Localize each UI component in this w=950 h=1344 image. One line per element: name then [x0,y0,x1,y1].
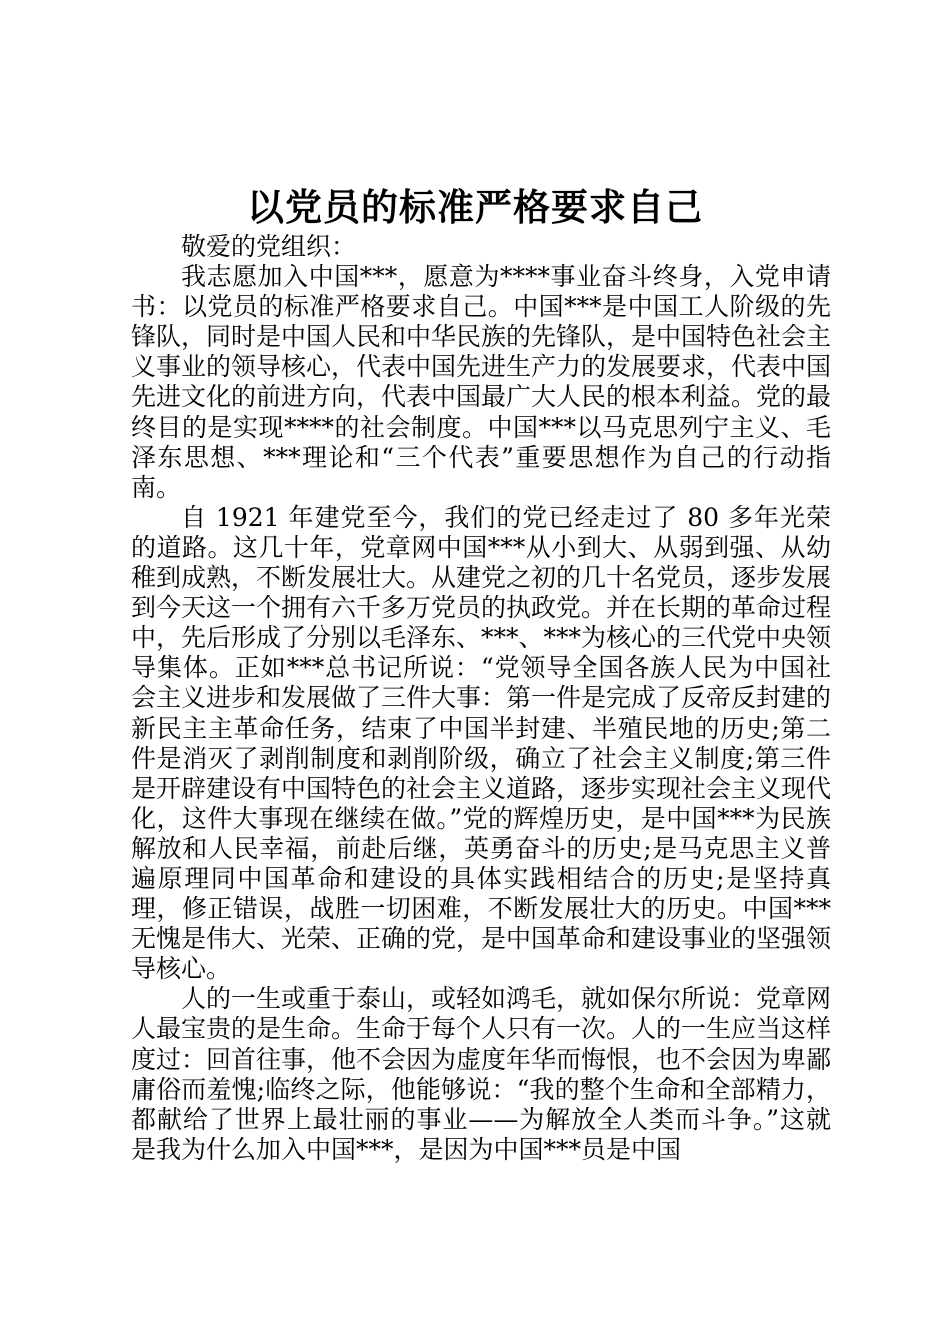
document-title: 以党员的标准严格要求自己 [247,186,703,229]
salutation: 敬爱的党组织： [181,232,357,261]
paragraph-1: 我志愿加入中国***，愿意为****事业奋斗终身，入党申请书：以党员的标准严格要求自己。中国***是中国工人阶级的先锋队，同时是中国人民和中华民族的先锋队，是中国特色社会主义事业的领导核心，代表中国先进生产力的发展要求，代表中国先进文化的前进方向，代表中国最广大人民的根本利益。党的最终目的是实现****的社会制度。中国***以马克思列宁主义、毛泽东思想、***理论和“三个代表”重要思想作为自己的行动指南。 [131,262,832,502]
paragraph-2: 自 1921 年建党至今，我们的党已经走过了 80 多年光荣的道路。这几十年，党章网中国***从小到大、从弱到强、从幼稚到成熟，不断发展壮大。从建党之初的几十名党员，逐步发展到今天这一个拥有六千多万党员的执政党。并在长期的革命过程中，先后形成了分别以毛泽东、***、***为核心的三代党中央领导集体。正如***总书记所说：“党领导全国各族人民为中国社会主义进步和发展做了三件大事：第一件是完成了反帝反封建的新民主主革命任务，结束了中国半封建、半殖民地的历史;第二件是消灭了剥削制度和剥削阶级，确立了社会主义制度;第三件是开辟建设有中国特色的社会主义道路，逐步实现社会主义现代化，这件大事现在继续在做。”党的辉煌历史，是中国***为民族解放和人民幸福，前赴后继，英勇奋斗的历史;是马克思主义普遍原理同中国革命和建设的具体实践相结合的历史;是坚持真理，修正错误，战胜一切困难，不断发展壮大的历史。中国***无愧是伟大、光荣、正确的党，是中国革命和建设事业的坚强领导核心。 [131,502,832,984]
document-body [131,232,831,1165]
paragraph-3: 人的一生或重于泰山，或轻如鸿毛，就如保尔所说：党章网人最宝贵的是生命。生命于每个人只有一次。人的一生应当这样度过：回首往事，他不会因为虚度年华而悔恨，也不会因为卑鄙庸俗而羞愧;临终之际，他能够说：“我的整个生命和全部精力，都献给了世界上最壮丽的事业——为解放全人类而斗争。”这就是我为什么加入中国***，是因为中国***员是中国 [131,984,832,1164]
